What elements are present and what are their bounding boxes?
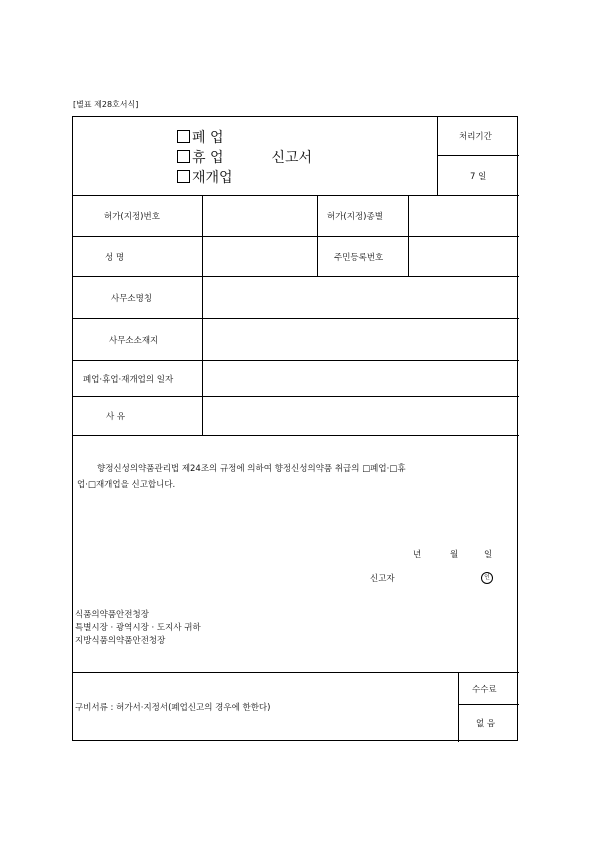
- office-name-field[interactable]: [203, 277, 518, 318]
- fee-value: 없 음: [476, 719, 496, 729]
- date-year: 년: [413, 550, 422, 560]
- processing-period-label: 처리기간: [459, 132, 492, 142]
- office-name-label: 사무소명칭: [111, 294, 153, 304]
- recipient-line-3: 지방식품의약품안전청장: [75, 636, 166, 646]
- office-address-field[interactable]: [203, 319, 518, 360]
- checkbox-closure[interactable]: [177, 130, 190, 143]
- title-suffix: 신고서: [271, 150, 313, 166]
- checkbox-suspension[interactable]: [177, 150, 190, 163]
- license-type-label: 허가(지정)종별: [327, 212, 383, 222]
- fee-label: 수수료: [472, 685, 497, 695]
- seal-mark: 인: [481, 572, 493, 584]
- name-field[interactable]: [203, 237, 317, 276]
- recipient-line-1: 식품의약품안전청장: [75, 610, 149, 620]
- title-reopening: 재개업: [177, 167, 233, 187]
- title-closure: 폐 업: [177, 127, 224, 147]
- declaration-line-1: 향정신성의약품관리법 제24조의 규정에 의하여 향정신성의약품 취급의 □폐업·□휴: [97, 464, 406, 474]
- reporter-label: 신고자: [370, 574, 395, 584]
- title-suspension: 휴 업 신고서: [177, 147, 312, 167]
- date-month: 월: [450, 550, 459, 560]
- processing-period-value: 7 일: [470, 172, 487, 182]
- office-address-label: 사무소소재지: [109, 336, 159, 346]
- license-type-field[interactable]: [409, 196, 518, 236]
- resident-number-label: 주민등록번호: [334, 253, 384, 263]
- checkbox-reopening[interactable]: [177, 170, 190, 183]
- date-day: 일: [484, 550, 493, 560]
- reason-label: 사 유: [106, 412, 126, 422]
- resident-number-field[interactable]: [409, 237, 518, 276]
- reason-field[interactable]: [203, 397, 518, 435]
- declaration-line-2: 업·□재개업을 신고합니다.: [77, 480, 176, 490]
- recipient-line-2: 특별시장 · 광역시장 · 도지사 귀하: [75, 623, 201, 633]
- date-field[interactable]: [203, 361, 518, 396]
- name-label: 성 명: [105, 253, 125, 263]
- date-label: 폐업·휴업·재개업의 일자: [83, 375, 174, 385]
- license-number-field[interactable]: [203, 196, 317, 236]
- license-number-label: 허가(지정)번호: [104, 212, 160, 222]
- form-number: [별표 제28호서식]: [73, 100, 139, 109]
- report-form: [72, 116, 518, 741]
- required-documents: 구비서류 : 허가서·지정서(폐업신고의 경우에 한한다): [75, 703, 271, 713]
